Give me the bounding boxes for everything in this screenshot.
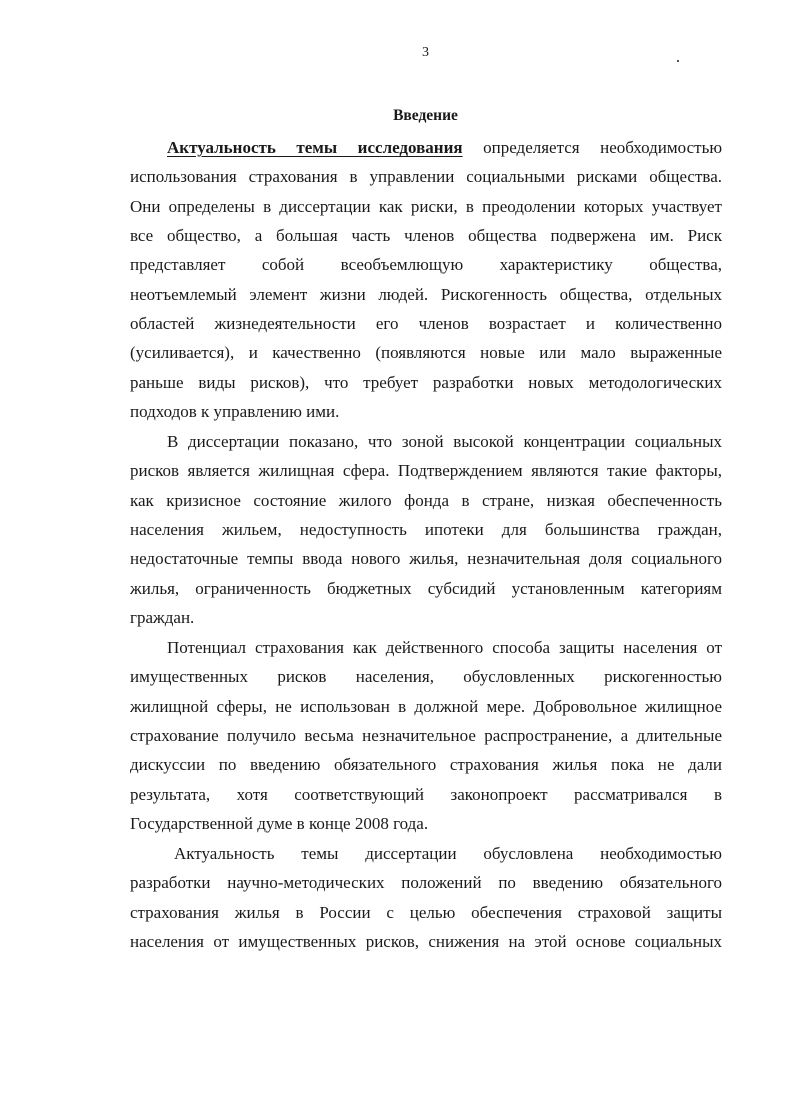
paragraph-line: рисков является жилищная сфера. Подтверждением являются такие факторы,	[130, 461, 722, 481]
paragraph-line: страхование получило весьма незначительное распространение, а длительные	[130, 726, 722, 746]
paragraph-4	[130, 839, 722, 956]
paragraph-line: использования страхования в управлении социальными рисками общества.	[130, 167, 722, 187]
scan-speck	[677, 60, 679, 62]
paragraph-line: населения жильем, недоступность ипотеки для большинства граждан,	[130, 520, 722, 540]
paragraph-line: как кризисное состояние жилого фонда в стране, низкая обеспеченность	[130, 490, 722, 510]
paragraph-3	[130, 633, 722, 838]
paragraph-1	[130, 133, 722, 426]
paragraph-line: жилья, ограниченность бюджетных субсидий установленным категориям	[130, 578, 722, 598]
paragraph-line: областей жизнедеятельности его членов возрастает и количественно	[130, 314, 722, 334]
paragraph-line: (усиливается), и качественно (появляются новые или мало выраженные	[130, 343, 722, 363]
paragraph-line: граждан.	[130, 608, 195, 628]
paragraph-line: неотъемлемый элемент жизни людей. Рискогенность общества, отдельных	[130, 284, 722, 304]
paragraph-line: подходов к управлению ими.	[130, 402, 340, 422]
paragraph-line: страхования жилья в России с целью обеспечения страховой защиты	[130, 902, 722, 922]
paragraph-line: разработки научно-методических положений по введению обязательного	[130, 873, 722, 893]
paragraph-line: имущественных рисков населения, обусловленных рискогенностью	[130, 667, 722, 687]
paragraph-line: Актуальность темы исследования определяется необходимостью	[167, 138, 722, 157]
paragraph-2	[130, 427, 722, 632]
paragraph-line: Государственной думе в конце 2008 года.	[130, 814, 429, 834]
paragraph-line: все общество, а большая часть членов общества подвержена им. Риск	[130, 226, 722, 246]
section-heading: Введение	[393, 107, 458, 124]
paragraph-line: жилищной сферы, не использован в должной мере. Добровольное жилищное	[130, 696, 722, 716]
paragraph-line: Они определены в диссертации как риски, в преодолении которых участвует	[130, 196, 722, 216]
paragraph-line: результата, хотя соответствующий законопроект рассматривался в	[130, 784, 722, 804]
paragraph-line: дискуссии по введению обязательного страхования жилья пока не дали	[130, 755, 722, 775]
paragraph-line: раньше виды рисков), что требует разработки новых методологических	[130, 372, 722, 392]
paragraph-line: представляет собой всеобъемлющую характеристику общества,	[130, 255, 722, 275]
paragraph-line: Потенциал страхования как действенного способа защиты населения от	[167, 638, 722, 657]
paragraph-line: населения от имущественных рисков, снижения на этой основе социальных	[130, 932, 722, 952]
lead-phrase: Актуальность темы исследования	[167, 138, 463, 157]
page-number: 3	[422, 45, 429, 60]
paragraph-line: недостаточные темпы ввода нового жилья, незначительная доля социального	[130, 549, 722, 569]
paragraph-line: Актуальность темы диссертации обусловлена необходимостью	[174, 844, 722, 863]
paragraph-line: В диссертации показано, что зоной высокой концентрации социальных	[167, 432, 722, 451]
